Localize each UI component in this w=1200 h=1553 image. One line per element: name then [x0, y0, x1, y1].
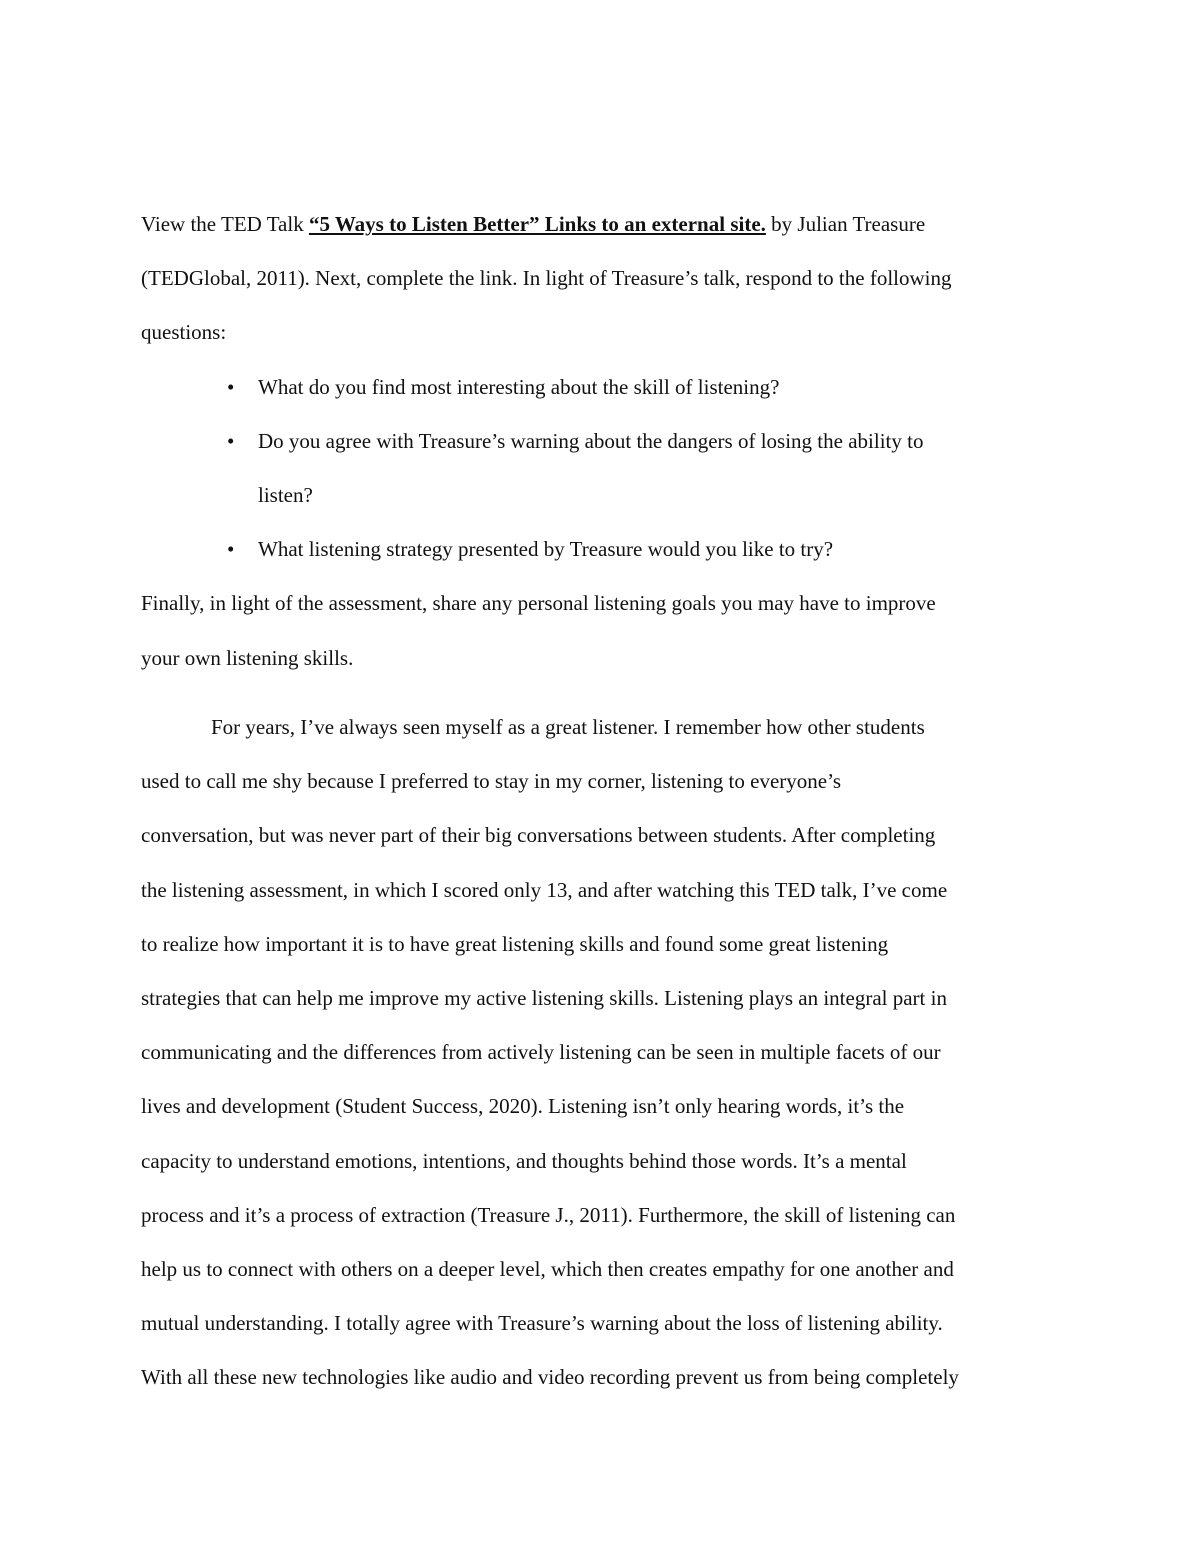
essay-line: the listening assessment, in which I scored only 13, and after watching this TED talk, I’ve come	[141, 877, 948, 902]
essay-line: to realize how important it is to have great listening skills and found some great listening	[141, 931, 889, 956]
essay-line: With all these new technologies like audio and video recording prevent us from being completely	[141, 1365, 959, 1390]
essay-line: conversation, but was never part of their big conversations between students. After completing	[141, 823, 936, 848]
ted-talk-link[interactable]: “5 Ways to Listen Better” Links to an external site.	[308, 212, 766, 236]
prompt-line-2: (TEDGlobal, 2011). Next, complete the link. In light of Treasure’s talk, respond to the following	[141, 266, 952, 291]
bullet-item-2-continuation: listen?	[258, 482, 313, 507]
essay-line: process and it’s a process of extraction (Treasure J., 2011). Furthermore, the skill of listening can	[141, 1202, 956, 1227]
prompt-line-1	[141, 197, 1061, 251]
bullet-icon: •	[227, 537, 235, 562]
essay-line: help us to connect with others on a deeper level, which then creates empathy for one another and	[141, 1256, 954, 1281]
essay-line: communicating and the differences from actively listening can be seen in multiple facets of our	[141, 1040, 941, 1065]
bullet-text: What do you find most interesting about the skill of listening?	[258, 374, 780, 399]
essay-line: strategies that can help me improve my active listening skills. Listening plays an integral part in	[141, 985, 947, 1010]
bullet-text: What listening strategy presented by Treasure would you like to try?	[258, 537, 834, 562]
essay-line: mutual understanding. I totally agree with Treasure’s warning about the loss of listening ability.	[141, 1311, 943, 1336]
essay-body	[141, 700, 1061, 1404]
assignment-prompt	[141, 197, 1061, 685]
essay-line: lives and development (Student Success, 2020). Listening isn’t only hearing words, it’s the	[141, 1094, 905, 1119]
prompt-author-text: by Julian Treasure	[765, 212, 926, 236]
essay-line: For years, I’ve always seen myself as a great listener. I remember how other students	[211, 715, 925, 739]
bullet-item-1	[141, 360, 1061, 414]
bullet-icon: •	[227, 428, 235, 453]
closing-line-2: your own listening skills.	[141, 645, 354, 670]
bullet-item-3	[141, 522, 1061, 576]
closing-line-1: Finally, in light of the assessment, share any personal listening goals you may have to improve	[141, 591, 936, 616]
bullet-icon: •	[227, 374, 235, 399]
bullet-text: Do you agree with Treasure’s warning about the dangers of losing the ability to	[258, 428, 924, 453]
essay-line: capacity to understand emotions, intentions, and thoughts behind those words. It’s a mental	[141, 1148, 907, 1173]
prompt-intro-text: View the TED Talk	[141, 212, 309, 236]
essay-line: used to call me shy because I preferred to stay in my corner, listening to everyone’s	[141, 769, 842, 794]
prompt-line-3: questions:	[141, 320, 227, 345]
bullet-item-2	[141, 414, 1061, 468]
